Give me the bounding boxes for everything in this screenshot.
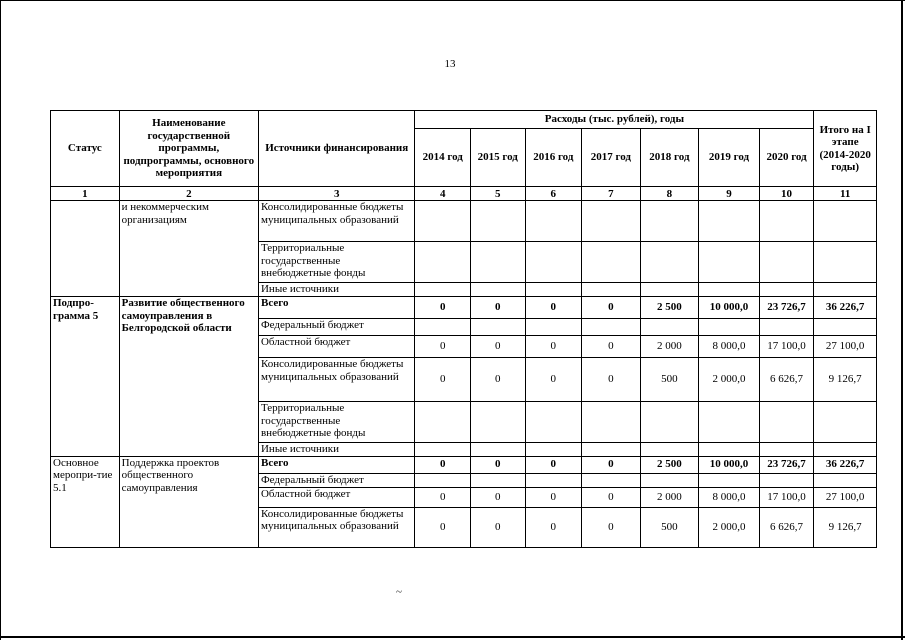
value-cell: 2 000 [640,336,699,358]
table-row [51,456,877,473]
value-cell [582,283,641,297]
total-cell [814,402,877,443]
value-cell [640,319,699,336]
value-cell: 2 500 [640,297,699,319]
value-cell [640,443,699,457]
value-cell [582,473,641,487]
value-cell: 0 [582,358,641,402]
value-cell: 6 626,7 [759,358,814,402]
value-cell [525,319,582,336]
value-cell: 500 [640,358,699,402]
value-cell [415,242,471,283]
value-cell [471,201,526,242]
value-cell [759,319,814,336]
value-cell: 0 [525,456,582,473]
source-cell: Территориальные государственные внебюджетные фонды [258,402,415,443]
source-cell: Областной бюджет [258,336,415,358]
header-year: 2019 год [699,129,760,187]
value-cell: 8 000,0 [699,487,760,507]
value-cell: 0 [471,297,526,319]
total-cell: 36 226,7 [814,297,877,319]
frame-top-border [0,0,905,1]
header-status: Статус [51,111,120,187]
status-cell: Основное меропри-тие 5.1 [51,456,120,547]
value-cell: 0 [471,358,526,402]
total-cell: 9 126,7 [814,507,877,547]
value-cell: 8 000,0 [699,336,760,358]
value-cell [525,283,582,297]
value-cell [471,283,526,297]
value-cell [759,443,814,457]
column-number: 6 [525,187,582,201]
total-cell [814,242,877,283]
name-cell: и некоммерческим организациям [119,201,258,297]
source-cell: Иные источники [258,443,415,457]
value-cell: 0 [525,358,582,402]
frame-bottom-border [0,636,905,638]
value-cell [699,283,760,297]
value-cell [699,473,760,487]
column-number: 3 [258,187,415,201]
total-cell [814,201,877,242]
expenses-table [50,110,877,548]
value-cell: 500 [640,507,699,547]
value-cell: 0 [471,336,526,358]
value-cell [415,473,471,487]
value-cell [582,201,641,242]
column-number: 2 [119,187,258,201]
value-cell [415,319,471,336]
value-cell: 0 [525,336,582,358]
column-number: 1 [51,187,120,201]
header-year: 2018 год [640,129,699,187]
value-cell [415,283,471,297]
value-cell [415,443,471,457]
value-cell [582,443,641,457]
column-number: 5 [471,187,526,201]
value-cell: 0 [415,487,471,507]
value-cell [759,242,814,283]
column-number: 8 [640,187,699,201]
value-cell [640,201,699,242]
value-cell [525,402,582,443]
value-cell: 0 [415,358,471,402]
header-year: 2014 год [415,129,471,187]
value-cell [525,201,582,242]
value-cell: 23 726,7 [759,297,814,319]
value-cell [471,242,526,283]
value-cell [699,242,760,283]
value-cell: 0 [525,297,582,319]
total-cell [814,283,877,297]
total-cell [814,443,877,457]
stray-mark: ~ [396,586,402,598]
table-body [51,201,877,548]
value-cell: 2 000 [640,487,699,507]
frame-left-border [0,0,1,640]
total-cell: 27 100,0 [814,336,877,358]
value-cell: 17 100,0 [759,336,814,358]
value-cell [640,242,699,283]
value-cell: 0 [525,507,582,547]
header-name: Наименование государственной программы, подпрограммы, основного мероприятия [119,111,258,187]
header-total: Итого на I этапе (2014-2020 годы) [814,111,877,187]
value-cell [699,319,760,336]
value-cell: 0 [525,487,582,507]
source-cell: Областной бюджет [258,487,415,507]
source-cell: Всего [258,456,415,473]
value-cell: 2 500 [640,456,699,473]
value-cell [699,443,760,457]
value-cell [759,201,814,242]
source-cell: Консолидированные бюджеты муниципальных образований [258,507,415,547]
value-cell: 0 [415,336,471,358]
value-cell: 0 [471,456,526,473]
value-cell: 10 000,0 [699,456,760,473]
value-cell [471,443,526,457]
value-cell [415,201,471,242]
value-cell [525,242,582,283]
page-number: 13 [444,58,456,70]
source-cell: Федеральный бюджет [258,319,415,336]
value-cell [759,473,814,487]
frame-right-border [901,0,903,640]
header-year: 2017 год [582,129,641,187]
value-cell [640,473,699,487]
column-number: 11 [814,187,877,201]
value-cell: 0 [471,487,526,507]
header-year: 2020 год [759,129,814,187]
name-cell: Поддержка проектов общественного самоуправления [119,456,258,547]
value-cell: 2 000,0 [699,358,760,402]
value-cell [699,402,760,443]
value-cell [640,402,699,443]
header-sources: Источники финансирования [258,111,415,187]
value-cell [640,283,699,297]
source-cell: Консолидированные бюджеты муниципальных образований [258,358,415,402]
value-cell [582,319,641,336]
source-cell: Иные источники [258,283,415,297]
column-number: 9 [699,187,760,201]
source-cell: Территориальные государственные внебюджетные фонды [258,242,415,283]
value-cell [471,319,526,336]
value-cell [471,473,526,487]
value-cell [525,443,582,457]
header-year: 2015 год [471,129,526,187]
column-number: 4 [415,187,471,201]
value-cell: 0 [582,507,641,547]
column-number-row [51,187,877,201]
status-cell: Подпро-грамма 5 [51,297,120,457]
value-cell: 10 000,0 [699,297,760,319]
value-cell [582,402,641,443]
header-year: 2016 год [525,129,582,187]
total-cell [814,319,877,336]
table-row [51,201,877,242]
value-cell [471,402,526,443]
value-cell: 0 [415,507,471,547]
total-cell: 36 226,7 [814,456,877,473]
value-cell: 0 [415,297,471,319]
value-cell [759,283,814,297]
name-cell: Развитие общественного самоуправления в Белгородской области [119,297,258,457]
table-row [51,297,877,319]
column-number: 7 [582,187,641,201]
column-number: 10 [759,187,814,201]
source-cell: Консолидированные бюджеты муниципальных образований [258,201,415,242]
value-cell: 0 [471,507,526,547]
value-cell: 6 626,7 [759,507,814,547]
total-cell: 27 100,0 [814,487,877,507]
value-cell [699,201,760,242]
value-cell [759,402,814,443]
value-cell: 0 [582,456,641,473]
value-cell: 17 100,0 [759,487,814,507]
source-cell: Всего [258,297,415,319]
value-cell [525,473,582,487]
value-cell: 0 [415,456,471,473]
value-cell: 23 726,7 [759,456,814,473]
source-cell: Федеральный бюджет [258,473,415,487]
header-expenses: Расходы (тыс. рублей), годы [415,111,814,129]
value-cell [415,402,471,443]
status-cell [51,201,120,297]
value-cell [582,242,641,283]
value-cell: 0 [582,336,641,358]
value-cell: 2 000,0 [699,507,760,547]
value-cell: 0 [582,487,641,507]
total-cell [814,473,877,487]
value-cell: 0 [582,297,641,319]
total-cell: 9 126,7 [814,358,877,402]
